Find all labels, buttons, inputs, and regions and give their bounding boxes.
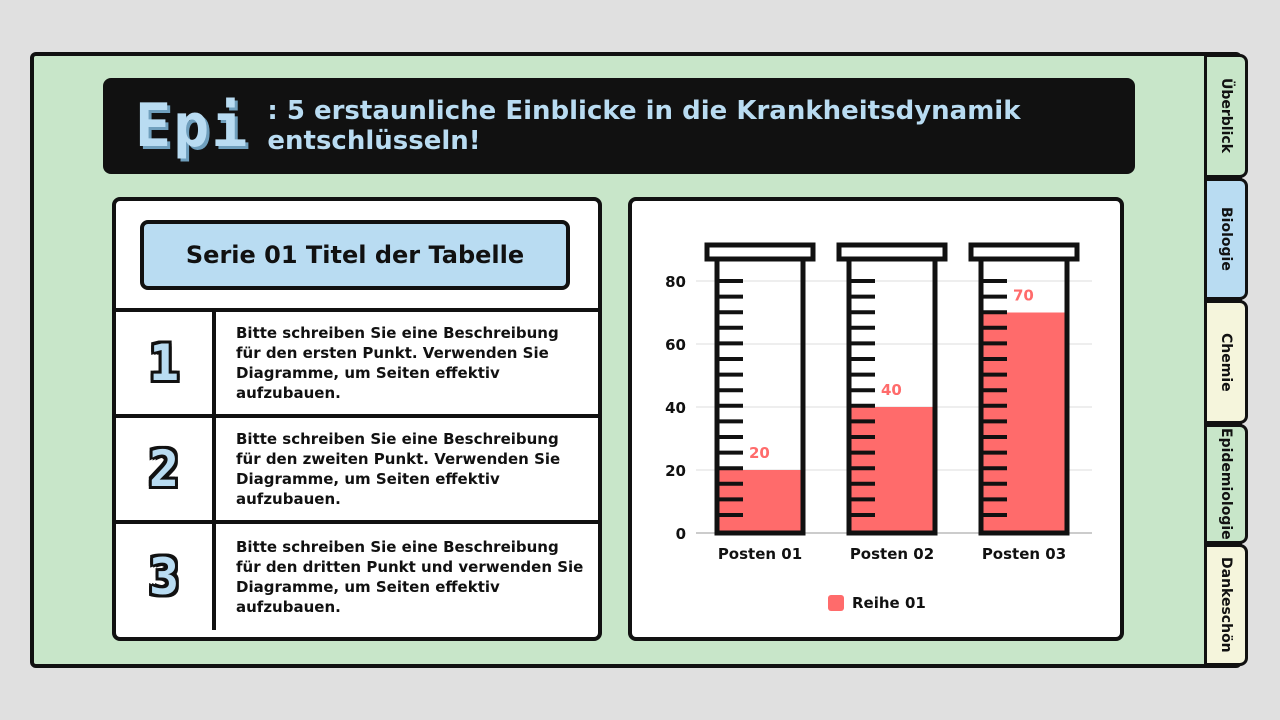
y-tick-label: 0 <box>675 525 686 543</box>
tube-rim <box>839 245 945 259</box>
row-number: 2 <box>116 418 216 520</box>
data-label: 20 <box>749 444 770 462</box>
data-label: 40 <box>881 381 902 399</box>
y-tick-label: 80 <box>665 273 686 291</box>
bar-chart <box>632 201 1120 637</box>
tab-dankeschoen[interactable] <box>1204 544 1248 666</box>
tab-chemie[interactable] <box>1204 300 1248 424</box>
table-row <box>116 524 598 630</box>
y-tick-label: 40 <box>665 399 686 417</box>
tab-label: Biologie <box>1218 207 1234 271</box>
tab-label: Überblick <box>1218 78 1234 154</box>
chart-panel <box>628 197 1124 641</box>
table-rows <box>116 308 598 630</box>
logo: Epi <box>135 91 250 161</box>
section-tabs <box>1204 54 1250 666</box>
row-description: Bitte schreiben Sie eine Beschreibung für den dritten Punkt und verwenden Sie Diagramme, um Seiten effektiv aufzubauen. <box>236 538 584 616</box>
y-tick-label: 60 <box>665 336 686 354</box>
table-panel <box>112 197 602 641</box>
tab-label: Epidemiologie <box>1218 428 1234 540</box>
tube-rim <box>971 245 1077 259</box>
data-label: 70 <box>1013 286 1034 305</box>
tab-epidemiologie[interactable] <box>1204 424 1248 544</box>
header-bar <box>103 78 1135 174</box>
legend-swatch <box>828 595 844 611</box>
tube-rim <box>707 245 813 259</box>
table-title: Serie 01 Titel der Tabelle <box>140 220 570 290</box>
x-tick-label: Posten 03 <box>981 545 1067 563</box>
tab-label: Chemie <box>1218 332 1234 392</box>
page-title: : 5 erstaunliche Einblicke in die Krankheitsdynamik entschlüsseln! <box>267 96 1021 156</box>
row-description: Bitte schreiben Sie eine Beschreibung für den zweiten Punkt. Verwenden Sie Diagramme, um Seiten effektiv aufzubauen. <box>236 430 561 508</box>
x-tick-label: Posten 01 <box>717 545 803 563</box>
table-row <box>116 418 598 524</box>
y-tick-label: 20 <box>665 462 686 480</box>
row-number: 3 <box>116 524 216 630</box>
x-tick-label: Posten 02 <box>849 545 935 563</box>
tab-label: Dankeschön <box>1218 557 1234 653</box>
row-description: Bitte schreiben Sie eine Beschreibung für den ersten Punkt. Verwenden Sie Diagramme, um Seiten effektiv aufzubauen. <box>236 324 559 402</box>
bar <box>717 470 803 533</box>
legend-label: Reihe 01 <box>852 594 926 612</box>
tab-biologie[interactable] <box>1204 178 1248 300</box>
tab-ueberblick[interactable] <box>1204 54 1248 178</box>
table-row <box>116 312 598 418</box>
row-number: 1 <box>116 312 216 414</box>
